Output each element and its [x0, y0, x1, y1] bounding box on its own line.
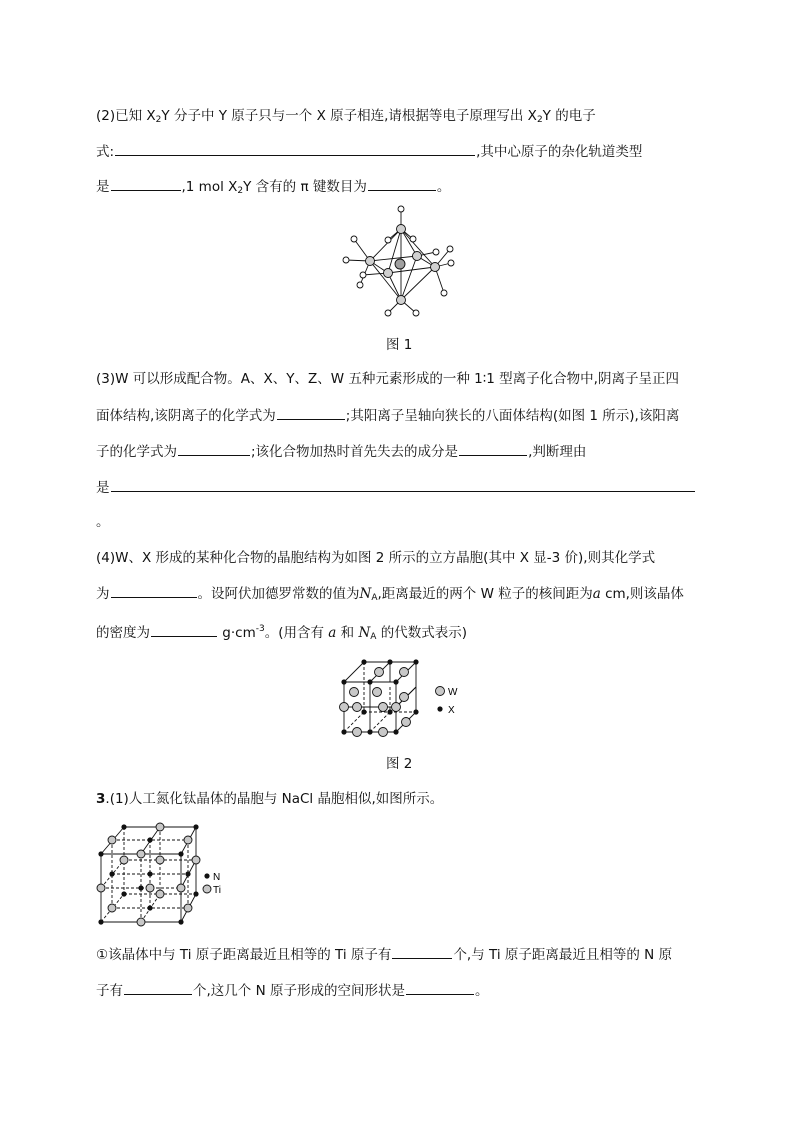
text: Y 分子中 Y 原子只与一个 X 原子相连,请根据等电子原理写出 X: [161, 108, 537, 124]
text: .(1)人工氮化钛晶体的晶胞与 NaCl 晶胞相似,如图所示。: [105, 791, 444, 807]
answer-blank[interactable]: [392, 944, 452, 959]
legend-x-label: X: [448, 705, 455, 716]
text: ,判断理由: [528, 444, 587, 460]
text: ,1 mol X: [181, 179, 238, 195]
answer-blank[interactable]: [111, 583, 197, 598]
text: cm,则该晶体: [600, 586, 684, 602]
text: 个,这几个 N 原子形成的空间形状是: [193, 983, 405, 999]
q3-line5: 。: [96, 514, 110, 530]
q3-line4: [96, 477, 696, 498]
text: 的密度为: [96, 625, 150, 641]
text: ;该化合物加热时首先失去的成分是: [251, 444, 459, 460]
q4-line2: [96, 583, 684, 608]
text: 为: [96, 586, 110, 602]
problem-number: 3: [96, 791, 106, 807]
text: (2)已知 X: [96, 108, 156, 124]
figure-1-octahedral-complex: [338, 205, 458, 320]
answer-blank[interactable]: [124, 980, 192, 995]
text: 是: [96, 179, 110, 195]
answer-blank[interactable]: [115, 141, 475, 156]
text: ,距离最近的两个 W 粒子的核间距为: [377, 586, 593, 602]
superscript: -3: [255, 624, 265, 634]
subscript: A: [370, 632, 377, 642]
text: ;其阳离子呈轴向狭长的八面体结构(如图 1 所示),该阳离: [345, 408, 680, 424]
q4-line3: [96, 619, 467, 647]
figure-3-tin-unit-cell: [96, 822, 224, 928]
text: 的代数式表示): [376, 625, 467, 641]
avogadro-symbol: N: [359, 586, 372, 602]
text: 。: [474, 983, 489, 999]
text: g·cm: [218, 625, 256, 641]
text: 面体结构,该阴离子的化学式为: [96, 408, 276, 424]
legend-w-label: W: [448, 687, 458, 698]
answer-blank[interactable]: [111, 477, 695, 492]
text: Y 含有的 π 键数目为: [243, 179, 367, 195]
q4-line1: (4)W、X 形成的某种化合物的晶胞结构为如图 2 所示的立方晶胞(其中 X 显-3 价),则其化学式: [96, 550, 656, 566]
figure-2-caption: 图 2: [386, 756, 413, 772]
subscript: 2: [536, 115, 543, 125]
avogadro-symbol: N: [358, 625, 371, 641]
text: 个,与 Ti 原子距离最近且相等的 N 原: [453, 947, 673, 963]
text: 。: [436, 179, 451, 195]
answer-blank[interactable]: [151, 622, 217, 637]
legend-n-label: N: [213, 872, 221, 883]
q2-line1: [96, 106, 596, 130]
text: 。设阿伏加德罗常数的值为: [197, 586, 360, 602]
q2-line3: [96, 176, 450, 201]
text: 子的化学式为: [96, 444, 177, 460]
subscript: 2: [155, 115, 162, 125]
text: 。(用含有: [264, 625, 329, 641]
q3-line2: [96, 405, 679, 426]
figure-1-caption: 图 1: [386, 337, 413, 353]
variable-a: a: [592, 586, 601, 602]
text: 和: [336, 625, 359, 641]
text: ①该晶体中与 Ti 原子距离最近且相等的 Ti 原子有: [96, 947, 392, 963]
answer-blank[interactable]: [406, 980, 474, 995]
text: ,其中心原子的杂化轨道类型: [476, 144, 643, 160]
text: 式:: [96, 144, 115, 160]
text: 是: [96, 480, 110, 496]
figure-2-cubic-unit-cell: [334, 654, 464, 740]
p3-sub1-line1: [96, 944, 672, 965]
p3-line1: [96, 789, 443, 809]
text: Y 的电子: [542, 108, 596, 124]
legend-ti-label: Ti: [213, 885, 221, 896]
q2-line2: [96, 141, 642, 162]
answer-blank[interactable]: [111, 176, 181, 191]
answer-blank[interactable]: [459, 441, 527, 456]
variable-a: a: [328, 625, 337, 641]
subscript: 2: [237, 186, 244, 196]
subscript: A: [371, 593, 378, 603]
text: 子有: [96, 983, 123, 999]
p3-sub1-line2: [96, 980, 488, 1001]
q3-line1: (3)W 可以形成配合物。A、X、Y、Z、W 五种元素形成的一种 1∶1 型离子化合物中,阴离子呈正四: [96, 371, 679, 387]
answer-blank[interactable]: [277, 405, 345, 420]
answer-blank[interactable]: [178, 441, 250, 456]
q3-line3: [96, 441, 586, 462]
answer-blank[interactable]: [368, 176, 436, 191]
